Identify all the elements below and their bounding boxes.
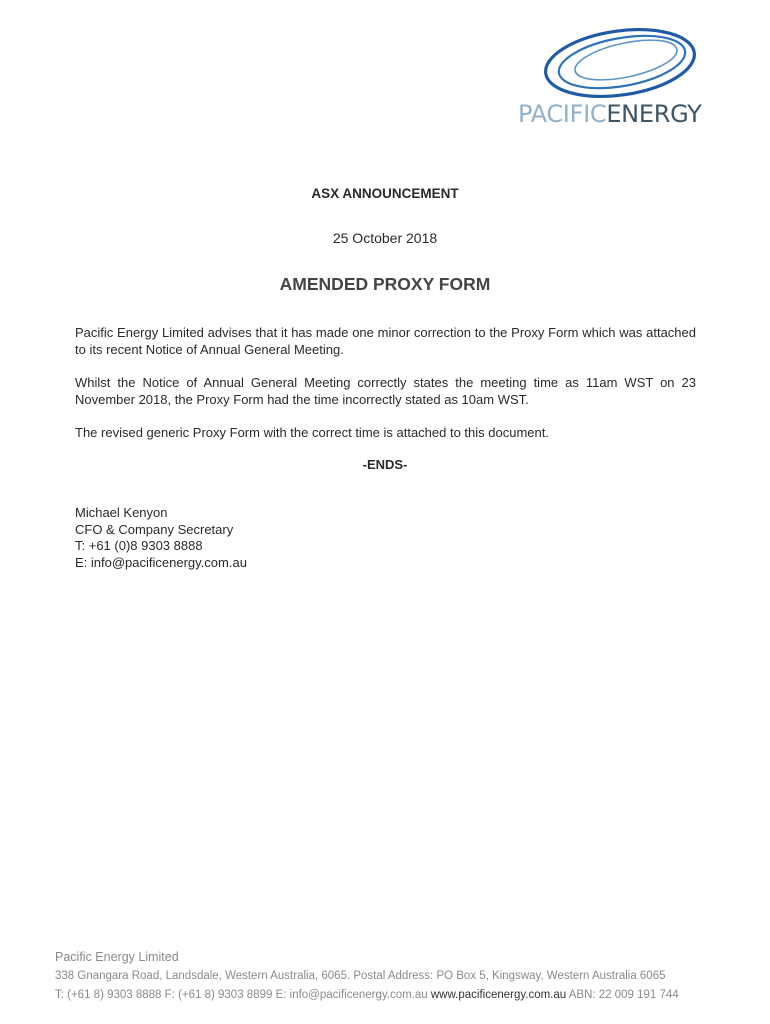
footer-contact: T: (+61 8) 9303 8888 F: (+61 8) 9303 8899 E: info@pacificenergy.com.au bbox=[55, 989, 428, 1001]
body-paragraph-2: Whilst the Notice of Annual General Meeting correctly states the meeting time as 11am WST on 23 November 2018, the Proxy Form had the time incorrectly stated as 10am WST. bbox=[75, 375, 696, 407]
signatory-name: Michael Kenyon bbox=[75, 505, 168, 520]
announcement-date: 25 October 2018 bbox=[332, 230, 438, 246]
footer-website-link[interactable]: www.pacificenergy.com.au bbox=[430, 989, 567, 1001]
footer-company-name: Pacific Energy Limited bbox=[55, 950, 179, 964]
page-title: AMENDED PROXY FORM bbox=[279, 274, 491, 294]
body-paragraph-3: The revised generic Proxy Form with the correct time is attached to this document. bbox=[75, 425, 549, 440]
page-footer bbox=[55, 948, 679, 1005]
logo-text-pacific: PACIFIC bbox=[518, 100, 607, 128]
signatory-email[interactable]: E: info@pacificenergy.com.au bbox=[75, 554, 247, 570]
ellipse-swoosh-logo-icon bbox=[542, 24, 698, 100]
footer-contact-line bbox=[55, 986, 679, 1005]
signatory-phone: T: +61 (0)8 9303 8888 bbox=[75, 538, 203, 553]
signature-block bbox=[75, 505, 247, 571]
footer-abn: ABN: 22 009 191 744 bbox=[568, 989, 679, 1001]
logo-text-energy: ENERGY bbox=[606, 100, 702, 128]
logo-wordmark bbox=[518, 102, 702, 126]
ends-marker: -ENDS- bbox=[362, 457, 408, 472]
signatory-role: CFO & Company Secretary bbox=[75, 521, 234, 537]
announcement-label: ASX ANNOUNCEMENT bbox=[311, 186, 459, 201]
company-logo bbox=[518, 24, 702, 128]
footer-address: 338 Gnangara Road, Landsdale, Western Australia, 6065. Postal Address: PO Box 5, Kingsway, Western Australia 6065 bbox=[55, 970, 666, 982]
body-paragraph-1: Pacific Energy Limited advises that it has made one minor correction to the Proxy Form which was attached to its recent Notice of Annual General Meeting. bbox=[75, 325, 696, 357]
